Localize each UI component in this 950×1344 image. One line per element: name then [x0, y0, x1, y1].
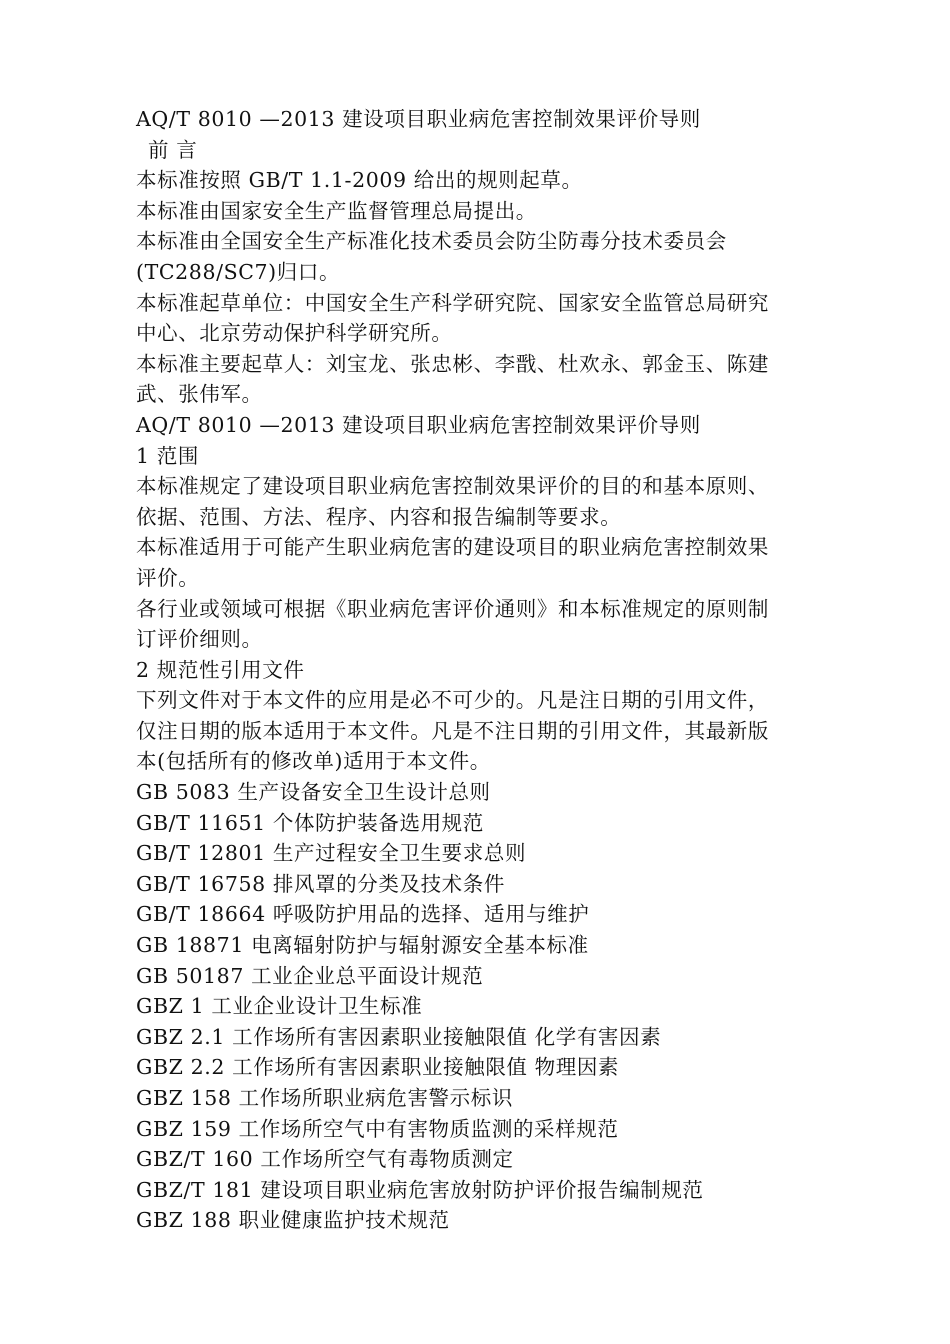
header-title: AQ/T 8010 —2013 建设项目职业病危害控制效果评价导则: [136, 107, 701, 131]
text-line: 本(包括所有的修改单)适用于本文件。: [136, 749, 491, 774]
text-line: 本标准规定了建设项目职业病危害控制效果评价的目的和基本原则、: [136, 474, 769, 499]
text-line: 本标准由全国安全生产标准化技术委员会防尘防毒分技术委员会: [136, 229, 727, 254]
text-line: 本标准起草单位：中国安全生产科学研究院、国家安全监管总局研究: [136, 290, 769, 315]
text-line: 中心、北京劳动保护科学研究所。: [136, 321, 453, 346]
reference-item: GBZ 159 工作场所空气中有害物质监测的采样规范: [136, 1116, 619, 1141]
reference-item: GBZ 188 职业健康监护技术规范: [136, 1208, 450, 1233]
text-line: 仅注日期的版本适用于本文件。凡是不注日期的引用文件，其最新版: [136, 718, 769, 743]
text-line: 本标准由国家安全生产监督管理总局提出。: [136, 198, 537, 223]
document-body: [136, 104, 826, 1236]
reference-item: GB/T 16758 排风罩的分类及技术条件: [136, 871, 505, 896]
section-references-heading: 2 规范性引用文件: [136, 657, 305, 682]
text-line: 订评价细则。: [136, 627, 263, 652]
reference-item: GBZ 158 工作场所职业病危害警示标识: [136, 1086, 513, 1110]
reference-item: GBZ 1 工业企业设计卫生标准: [136, 994, 423, 1019]
text-line: (TC288/SC7)归口。: [136, 259, 341, 284]
text-line: 本标准主要起草人：刘宝龙、张忠彬、李戬、杜欢永、郭金玉、陈建: [136, 351, 769, 376]
document-title: AQ/T 8010 —2013 建设项目职业病危害控制效果评价导则: [136, 412, 701, 437]
reference-item: GB 18871 电离辐射防护与辐射源安全基本标准: [136, 933, 589, 958]
text-line: 依据、范围、方法、程序、内容和报告编制等要求。: [136, 504, 622, 529]
reference-item: GB 50187 工业企业总平面设计规范: [136, 963, 484, 988]
reference-item: GBZ/T 160 工作场所空气有毒物质测定: [136, 1147, 514, 1172]
text-line: 武、张伟军。: [136, 382, 263, 407]
reference-item: GB/T 11651 个体防护装备选用规范: [136, 810, 484, 835]
reference-item: GB/T 18664 呼吸防护用品的选择、适用与维护: [136, 902, 590, 927]
text-line: 下列文件对于本文件的应用是必不可少的。凡是注日期的引用文件，: [136, 688, 769, 713]
reference-item: GBZ/T 181 建设项目职业病危害放射防护评价报告编制规范: [136, 1177, 704, 1202]
text-line: 本标准按照 GB/T 1.1-2009 给出的规则起草。: [136, 168, 583, 193]
section-scope-heading: 1 范围: [136, 443, 199, 468]
text-line: 评价。: [136, 565, 200, 590]
reference-item: GB/T 12801 生产过程安全卫生要求总则: [136, 841, 527, 866]
reference-item: GB 5083 生产设备安全卫生设计总则: [136, 780, 491, 805]
section-foreword-heading: 前 言: [148, 137, 198, 162]
reference-item: GBZ 2.1 工作场所有害因素职业接触限值 化学有害因素: [136, 1024, 662, 1049]
text-line: 各行业或领域可根据《职业病危害评价通则》和本标准规定的原则制: [136, 596, 769, 621]
reference-item: GBZ 2.2 工作场所有害因素职业接触限值 物理因素: [136, 1055, 620, 1080]
text-line: 本标准适用于可能产生职业病危害的建设项目的职业病危害控制效果: [136, 535, 769, 560]
